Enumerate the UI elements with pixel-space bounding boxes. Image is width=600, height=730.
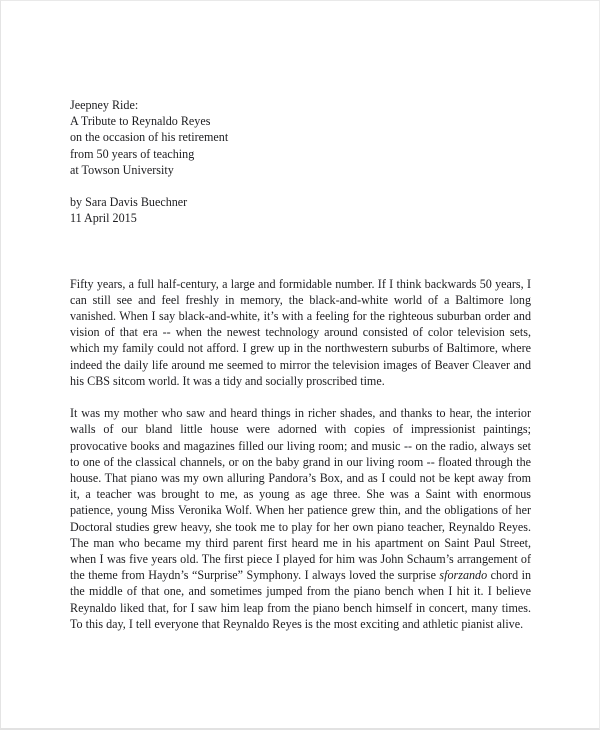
author-name: by Sara Davis Buechner: [70, 195, 188, 210]
document-date: 11 April 2015: [70, 211, 137, 226]
page-content-area: [1, 1, 599, 632]
title-line-4: from 50 years of teaching: [70, 146, 195, 161]
byline-block: [70, 194, 531, 226]
document-title-block: [70, 97, 531, 178]
title-line-5: at Towson University: [70, 162, 174, 177]
body-paragraph-2: [70, 405, 531, 632]
title-line-1: Jeepney Ride:: [70, 98, 139, 112]
paragraph-2-text-after-italic: chord in the middle of that one, and sometimes jumped from the piano bench when I hit it. I believe Reynaldo liked that, for I saw him leap from the piano bench himself in concert, many times. To this day, I tell everyone that Reynaldo Reyes is the most exciting and athletic pianist alive.: [70, 568, 531, 631]
paragraph-2-text-before-italic: It was my mother who saw and heard things in richer shades, and thanks to hear, the interior walls of our bland little house were adorned with copies of impressionist paintings; provocative books and magazines filled our living room; and music -- on the radio, always set to one of the classical channels, or on the baby grand in our living room -- floated through the house. That piano was my own alluring Pandora’s Box, and as I could not be kept away from it, a teacher was brought to me, as young as age three. She was a Saint with enormous patience, young Miss Veronika Wolf. When her patience grew thin, and the obligations of her Doctoral studies grew heavy, she took me to play for her own piano teacher, Reynaldo Reyes. The man who became my third parent first heard me in his apartment on Saint Paul Street, when I was five years old. The first piece I played for him was John Schaum’s arrangement of the theme from Haydn’s “Surprise” Symphony. I always loved the surprise: [70, 406, 531, 583]
title-line-3: on the occasion of his retirement: [70, 130, 229, 145]
italic-term-sforzando: sforzando: [439, 568, 488, 583]
title-line-2: A Tribute to Reynaldo Reyes: [70, 114, 211, 129]
body-paragraph-1: Fifty years, a full half-century, a large and formidable number. If I think backwards 50 years, I can still see and feel freshly in memory, the black-and-white world of a Baltimore long vanished. When I say black-and-white, it’s with a feeling for the righteous suburban order and vision of that era -- when the newest technology around consisted of color television sets, which my family could not afford. I grew up in the northwestern suburbs of Baltimore, where indeed the daily life around me seemed to mirror the television images of Beaver Cleaver and his CBS sitcom world. It was a tidy and socially proscribed time.: [70, 276, 531, 388]
